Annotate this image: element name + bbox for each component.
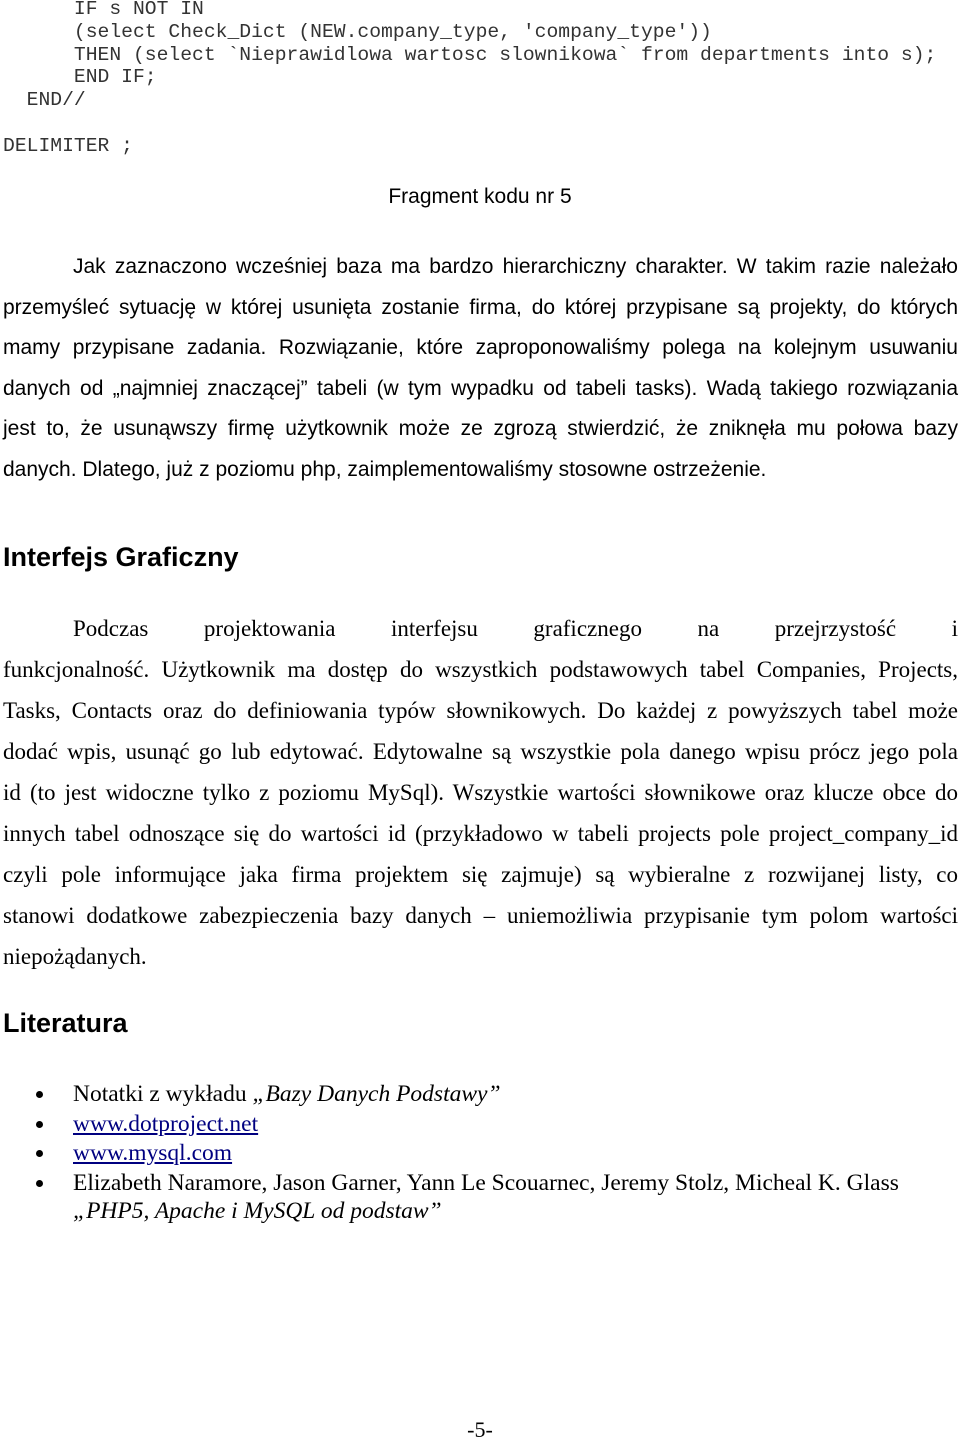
link-dotproject[interactable]: www.dotproject.net bbox=[73, 1110, 259, 1137]
code-fragment bbox=[3, 0, 936, 158]
code-line: THEN (select `Nieprawidlowa wartosc slownikowa` from departments into s); bbox=[73, 43, 937, 66]
code-line: END IF; bbox=[73, 66, 157, 89]
paragraph-line: danych od „najmniej znaczącej” tabeli (w tym wypadku od tabeli tasks). Wadą takiego rozwiązania bbox=[3, 376, 958, 400]
section-heading-literatura: Literatura bbox=[3, 1008, 128, 1038]
paragraph-line: niepożądanych. bbox=[3, 943, 147, 969]
paragraph-line: innych tabel odnoszące się do wartości id (przykładowo w tabeli projects pole project_company_id bbox=[3, 820, 958, 846]
reference-authors: Elizabeth Naramore, Jason Garner, Yann Le Scouarnec, Jeremy Stolz, Micheal K. Glass bbox=[73, 1169, 899, 1196]
paragraph-line: danych. Dlatego, już z poziomu php, zaimplementowaliśmy stosowne ostrzeżenie. bbox=[3, 457, 767, 481]
code-line: IF s NOT IN bbox=[73, 0, 204, 20]
section-heading-interfejs: Interfejs Graficzny bbox=[3, 542, 239, 572]
list-item bbox=[0, 1169, 958, 1226]
reference-text: Notatki z wykładu bbox=[73, 1081, 247, 1107]
bullet-icon bbox=[36, 1121, 43, 1128]
bullet-icon bbox=[36, 1091, 43, 1098]
bullet-icon bbox=[36, 1180, 43, 1187]
paragraph-hierarchy bbox=[3, 247, 958, 491]
reference-title: „PHP5, Apache i MySQL od podstaw” bbox=[73, 1198, 442, 1224]
paragraph-line: jest to, że usunąwszy firmę użytkownik może ze zgrozą stwierdzić, że zniknęła mu połowa bazy bbox=[3, 417, 958, 441]
link-mysql[interactable]: www.mysql.com bbox=[73, 1140, 233, 1166]
code-line: DELIMITER ; bbox=[3, 134, 133, 157]
list-item bbox=[0, 1139, 958, 1169]
code-line: (select Check_Dict (NEW.company_type, 'company_type')) bbox=[73, 20, 712, 43]
paragraph-line: Tasks, Contacts oraz do definiowania typów słownikowych. Do każdej z powyższych tabel może bbox=[3, 697, 958, 723]
paragraph-line: Jak zaznaczono wcześniej baza ma bardzo hierarchiczny charakter. W takim razie należało bbox=[73, 255, 958, 278]
code-line: END// bbox=[26, 89, 86, 112]
bullet-icon bbox=[36, 1150, 43, 1157]
code-caption: Fragment kodu nr 5 bbox=[388, 185, 572, 208]
paragraph-line: stanowi dodatkowe zabezpieczenia bazy danych – uniemożliwia przypisanie tym polom wartości bbox=[3, 902, 958, 928]
paragraph-line: Podczas projektowania interfejsu graficznego na przejrzystość i bbox=[73, 615, 958, 641]
bibliography-list bbox=[0, 1080, 958, 1225]
paragraph-line: czyli pole informujące jaka firma projektem się zajmuje) są wybieralne z rozwijanej listy, co bbox=[3, 861, 958, 887]
paragraph-line: mamy przypisane zadania. Rozwiązanie, które zaproponowaliśmy polega na kolejnym usuwaniu bbox=[3, 336, 958, 360]
paragraph-line: id (to jest widoczne tylko z poziomu MySql). Wszystkie wartości słownikowe oraz klucze obce do bbox=[3, 779, 958, 805]
reference-title: „Bazy Danych Podstawy” bbox=[252, 1081, 501, 1107]
paragraph-line: funkcjonalność. Użytkownik ma dostęp do wszystkich podstawowych tabel Companies, Projects, bbox=[3, 656, 958, 682]
paragraph-line: przemyśleć sytuację w której usunięta zostanie firma, do której przypisane są projekty, do których bbox=[3, 295, 958, 319]
paragraph-interfejs bbox=[3, 608, 958, 977]
list-item bbox=[0, 1110, 958, 1140]
page-number: -5- bbox=[467, 1417, 493, 1440]
list-item bbox=[0, 1080, 958, 1110]
paragraph-line: dodać wpis, usunąć go lub edytować. Edytowalne są wszystkie pola danego wpisu prócz jego pola bbox=[3, 738, 958, 764]
